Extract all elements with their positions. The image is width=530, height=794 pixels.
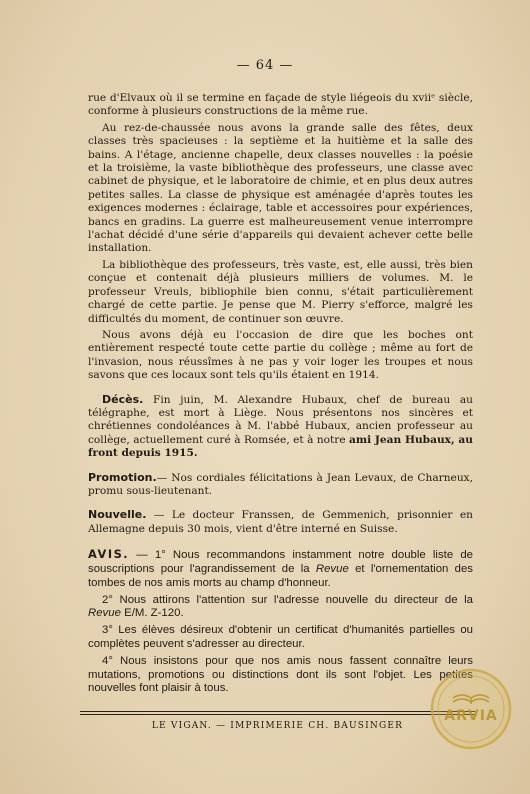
avis-item-1-text-end: et l'ornementation des tombes de nos amis morts au champ d'honneur. bbox=[88, 562, 473, 589]
footer-rule bbox=[80, 711, 475, 712]
printer-footer: LE VIGAN. — IMPRIMERIE CH. BAUSINGER bbox=[151, 721, 404, 731]
deces-notice bbox=[88, 393, 473, 461]
paragraph-1: rue d'Elvaux où il se termine en façade de style liégeois du xviiᵉ siècle, conforme à plusieurs constructions de la même rue. bbox=[88, 92, 473, 118]
promotion-heading: Promotion. bbox=[88, 470, 157, 484]
paragraph-3: La bibliothèque des professeurs, très vaste, est, elle aussi, très bien conçue et contenait déjà plusieurs milliers de volumes. M. le professeur Vreuls, bibliophile bien connu, s'était particulièrement chargé de cette partie. Je pense que M. Pierry s'efforce, malgré les difficultés du moment, de continuer son œuvre. bbox=[88, 258, 473, 325]
avis-item-1-text: — 1° Nous recommandons instamment notre double liste de souscriptions pour l'agrandissement de la bbox=[88, 549, 473, 575]
arvia-seal bbox=[430, 668, 512, 750]
avis-item-1-revue: Revue bbox=[315, 562, 349, 575]
seal-label: ARVIA bbox=[444, 708, 498, 724]
paragraph-4: Nous avons déjà eu l'occasion de dire que les boches ont entièrement respecté toute cette partie du collège ; même au fort de l'invasion, nous réussîmes à ne pas y voir loger les troupes et nous savons que ces locaux sont tels qu'ils étaient en 1914. bbox=[88, 328, 473, 382]
avis-heading: AVIS. bbox=[88, 547, 130, 562]
avis-item-4: 4° Nous insistons pour que nos amis nous fassent connaître leurs mutations, promotions ou distinctions dont ils sont l'objet. Les petites nouvelles font plaisir à tous. bbox=[88, 654, 473, 695]
nouvelle-text: — Le docteur Franssen, de Gemmenich, prisonnier en Allemagne depuis 30 mois, vient d'être interné en Suisse. bbox=[88, 509, 473, 535]
deces-text: Fin juin, M. Alexandre Hubaux, chef de bureau au télégraphe, est mort à Liège. Nous présentons nos sincères et chrétiennes condoléances à M. l'abbé Hubaux, ancien professeur au collège, actuellement curé à Romsée, et à notre bbox=[88, 393, 473, 446]
avis-item-2-text: 2° Nous attirons l'attention sur l'adresse nouvelle du directeur de la bbox=[102, 593, 473, 606]
deces-text-bold: ami Jean Hubaux, au front depuis 1915. bbox=[88, 433, 473, 460]
avis-item-2-text-end: E/M. Z-120. bbox=[120, 607, 184, 620]
avis-item-3: 3° Les élèves désireux d'obtenir un certificat d'humanités partielles ou complètes peuvent s'adresser au directeur. bbox=[88, 624, 473, 650]
deces-heading: Décès. bbox=[102, 392, 144, 406]
paragraph-2: Au rez-de-chaussée nous avons la grande salle des fêtes, deux classes très spacieuses : la septième et la huitième et la salle des bains. A l'étage, ancienne chapelle, deux classes nouvelles : la poésie et la troisième, la vaste bibliothèque des professeurs, une classe avec cabinet de physique, et le laboratoire de chimie, et en plus deux autres petites salles. La classe de physique est aménagée d'après toutes les exigences modernes : éclairage, table et accessoires pour expériences, bancs en gradins. La guerre est malheureusement venue interrompre l'achat décidé d'une série d'appareils qui devaient achever cette belle installation. bbox=[88, 121, 473, 255]
avis-item-2-revue: Revue bbox=[88, 607, 121, 620]
avis-item-2 bbox=[88, 594, 473, 622]
page-body bbox=[88, 92, 473, 696]
nouvelle-heading: Nouvelle. bbox=[88, 508, 147, 522]
page-number: — 64 — bbox=[236, 58, 294, 73]
promotion-text: — Nos cordiales félicitations à Jean Levaux, de Charneux, promu sous-lieutenant. bbox=[88, 471, 473, 497]
nouvelle-notice bbox=[88, 508, 473, 536]
promotion-notice bbox=[88, 471, 473, 499]
footer-rule-thin bbox=[80, 714, 475, 715]
avis-item-1 bbox=[88, 548, 473, 590]
